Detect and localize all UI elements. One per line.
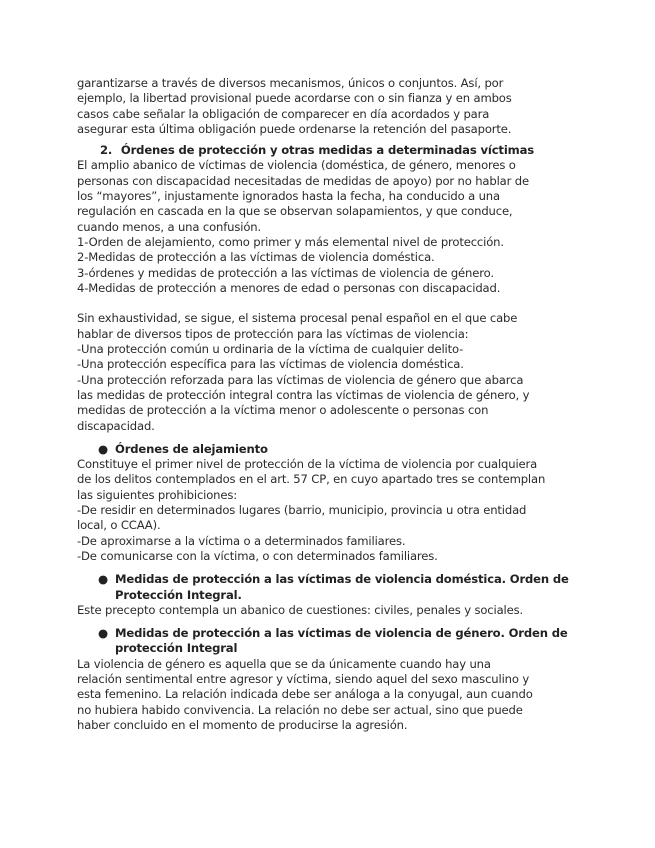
blank-line	[77, 434, 577, 442]
text-line: regulación en cascada en la que se observan solapamientos, y que conduce,	[77, 204, 513, 219]
list-item: 1-Orden de alejamiento, como primer y más elemental nivel de protección.	[77, 234, 504, 249]
bullet-title: Órdenes de alejamiento	[115, 441, 268, 456]
text-line: casos cabe señalar la obligación de comparecer en día acordados y para	[77, 106, 490, 121]
list-item: 4-Medidas de protección a menores de edad o personas con discapacidad.	[77, 280, 501, 295]
bullet-heading-alejamiento	[77, 442, 577, 457]
text-line: medidas de protección a la víctima menor o adolescente o personas con	[77, 403, 489, 418]
text-line: ejemplo, la libertad provisional puede acordarse con o sin fianza y en ambos	[77, 91, 512, 106]
text-line: Sin exhaustividad, se sigue, el sistema procesal penal español en el que cabe	[77, 311, 518, 326]
list-item: -De comunicarse con la víctima, o con determinados familiares.	[77, 548, 438, 563]
text-line: La violencia de género es aquella que se da únicamente cuando hay una	[77, 656, 491, 671]
bullet-3-body	[77, 657, 577, 733]
document-page	[77, 76, 577, 733]
text-line: esta femenino. La relación indicada debe ser análoga a la conyugal, aun cuando	[77, 687, 533, 702]
text-line: los “mayores”, injustamente ignorados hasta la fecha, ha conducido a una	[77, 189, 500, 204]
text-line: las medidas de protección integral contra las víctimas de violencia de género, y	[77, 387, 530, 402]
text-line: de los delitos contemplados en el art. 57 CP, en cuyo apartado tres se contemplan	[77, 472, 546, 487]
section-2-heading	[77, 143, 577, 158]
section-number: 2.	[100, 143, 113, 158]
text-line: Constituye el primer nivel de protección de la víctima de violencia por cualquiera	[77, 457, 538, 472]
bullet-heading-violencia-genero	[77, 626, 577, 657]
bullet-icon: ●	[98, 441, 108, 456]
section-2-body	[77, 158, 577, 296]
bullet-title: Protección Integral.	[115, 587, 242, 602]
section-2-body-continued	[77, 311, 577, 433]
bullet-2-body	[77, 603, 577, 618]
text-line: personas con discapacidad necesitadas de medidas de apoyo) por no hablar de	[77, 173, 529, 188]
list-item: 3-órdenes y medidas de protección a las víctimas de violencia de género.	[77, 265, 494, 280]
text-line: discapacidad.	[77, 418, 155, 433]
text-line: hablar de diversos tipos de protección para las víctimas de violencia:	[77, 326, 469, 341]
list-item: -Una protección común u ordinaria de la víctima de cualquier delito-	[77, 342, 464, 357]
bullet-icon: ●	[98, 572, 108, 587]
bullet-title: protección Integral	[115, 641, 238, 656]
list-item: -Una protección reforzada para las víctimas de violencia de género que abarca	[77, 372, 524, 387]
list-item: -De residir en determinados lugares (barrio, municipio, provincia u otra entidad	[77, 503, 527, 518]
blank-line	[77, 564, 577, 572]
list-item: 2-Medidas de protección a las víctimas de violencia doméstica.	[77, 250, 435, 265]
text-line: Este precepto contempla un abanico de cuestiones: civiles, penales y sociales.	[77, 602, 524, 617]
bullet-icon: ●	[98, 626, 108, 641]
text-line: relación sentimental entre agresor y víctima, siendo aquel del sexo masculino y	[77, 671, 530, 686]
blank-line	[77, 296, 577, 311]
list-item: -Una protección específica para las víctimas de violencia doméstica.	[77, 357, 464, 372]
intro-paragraph	[77, 76, 577, 137]
text-line: El amplio abanico de víctimas de violencia (doméstica, de género, menores o	[77, 158, 516, 173]
text-line: haber concluido en el momento de producirse la agresión.	[77, 717, 408, 732]
text-line: las siguientes prohibiciones:	[77, 487, 238, 502]
text-line: local, o CCAA).	[77, 518, 161, 533]
bullet-heading-violencia-domestica	[77, 572, 577, 603]
bullet-title: Medidas de protección a las víctimas de violencia de género. Orden de	[115, 626, 568, 641]
text-line: cuando menos, a una confusión.	[77, 219, 262, 234]
list-item: -De aproximarse a la víctima o a determinados familiares.	[77, 533, 406, 548]
text-line: no hubiera habido convivencia. La relación no debe ser actual, sino que puede	[77, 702, 523, 717]
bullet-1-body	[77, 457, 577, 564]
section-title: Órdenes de protección y otras medidas a determinadas víctimas	[120, 143, 535, 158]
bullet-title: Medidas de protección a las víctimas de violencia doméstica. Orden de	[115, 572, 569, 587]
text-line: garantizarse a través de diversos mecanismos, únicos o conjuntos. Así, por	[77, 76, 504, 90]
text-line: asegurar esta última obligación puede ordenarse la retención del pasaporte.	[77, 121, 512, 136]
blank-line	[77, 618, 577, 626]
